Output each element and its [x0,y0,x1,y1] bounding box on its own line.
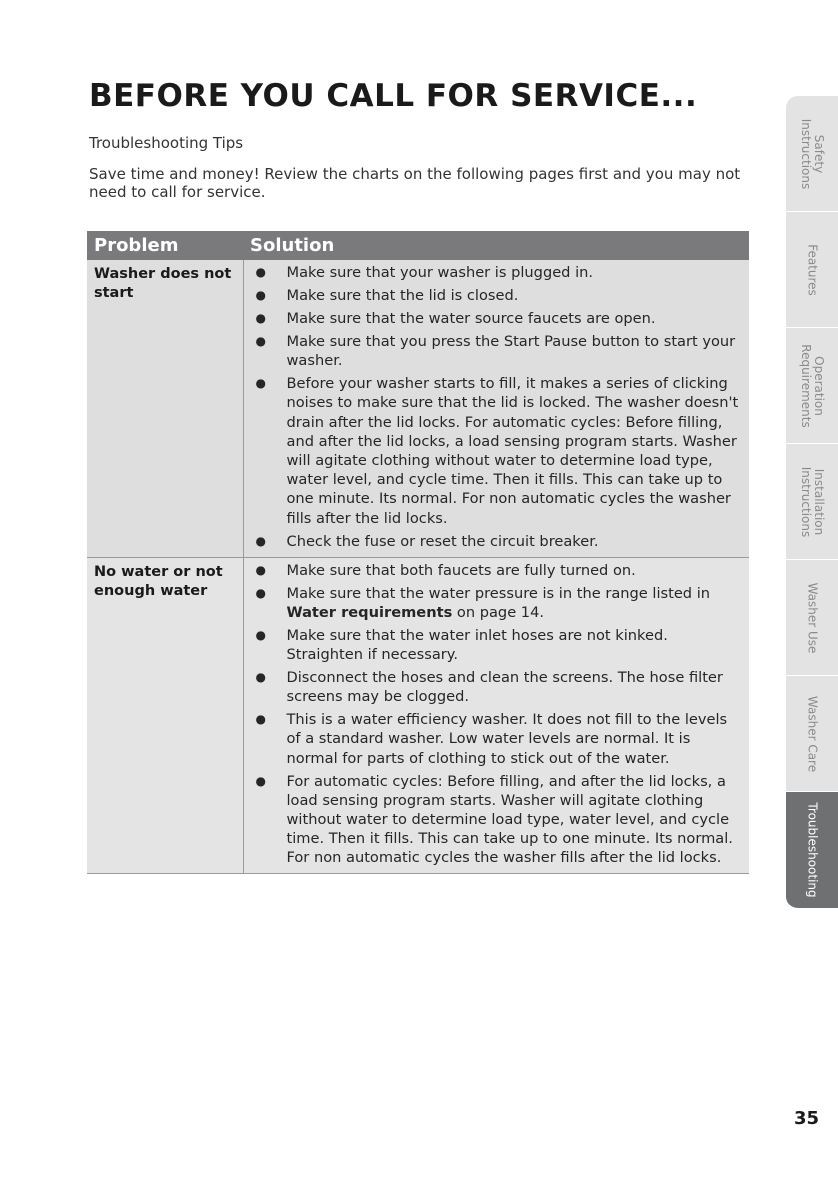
list-item [252,668,744,706]
solution-text: Make sure that you press the Start Pause button to start your washer. [286,333,736,370]
tab-operation-requirements[interactable] [786,328,838,444]
solution-text: For automatic cycles: Before filling, and after the lid locks, a load sensing program starts. Washer will agitate clothing without water to determine load type, water level, and cycle time. Then it fills. This can take up to one minute. Its normal. For non automatic cycles the washer fills after the lid locks. [286,772,733,867]
solution-text: Disconnect the hoses and clean the screens. The hose filter screens may be clogged. [286,669,723,706]
tab-installation-instructions[interactable] [786,444,838,560]
solution-cell [243,557,749,874]
tab-troubleshooting[interactable] [786,792,838,909]
bullet-icon: ● [255,670,266,685]
page-reference: on page 14. [452,603,545,621]
tab-washer-use[interactable] [786,560,838,676]
list-item [252,263,744,282]
water-requirements-reference: Water requirements [286,603,453,621]
bullet-icon: ● [255,311,266,325]
bullet-icon: ● [255,712,266,727]
list-item [252,710,744,768]
tab-label: Troubleshooting [805,802,820,898]
list-item [252,561,744,580]
bullet-icon: ● [255,533,266,548]
problem-cell: Washer does not start [87,260,243,557]
solution-text: Check the fuse or reset the circuit breaker. [286,532,599,550]
troubleshooting-table [87,231,749,874]
tab-label: Installation Instructions [799,466,826,537]
tab-label: Washer Care [805,695,820,772]
section-tabs [786,96,838,909]
table-row [87,260,749,557]
page-title: BEFORE YOU CALL FOR SERVICE... [89,78,698,114]
solution-text: Make sure that the water pressure is in the range listed in [286,584,711,602]
table-row [87,557,749,874]
solution-text: Make sure that the lid is closed. [286,287,519,304]
solution-column-header: Solution [243,231,749,260]
bullet-icon: ● [255,773,266,788]
list-item [252,309,744,328]
solution-text: Before your washer starts to fill, it makes a series of clicking noises to make sure that the lid is locked. The washer doesn't drain after the lid locks. For automatic cycles: Before filling, and after the lid locks, a load sensing program starts. Washer will agitate clothing without water to determine load type, water level, and cycle time. Then it fills. This can take up to one minute. Its normal. For non automatic cycles the washer fills after the lid locks. [286,375,739,527]
bullet-icon: ● [255,288,266,302]
tab-safety-instructions[interactable] [786,96,838,212]
tab-features[interactable] [786,212,838,328]
solution-text: Make sure that the water inlet hoses are not kinked. Straighten if necessary. [286,626,668,664]
tab-label: Safety Instructions [799,118,826,189]
bullet-icon: ● [255,334,266,348]
solution-text: Make sure that the water source faucets are open. [286,310,656,327]
bullet-icon: ● [255,585,266,600]
problem-cell: No water or not enough water [87,557,243,874]
solution-text: Make sure that your washer is plugged in. [286,264,594,281]
tab-washer-care[interactable] [786,676,838,792]
bullet-icon: ● [255,376,266,391]
tab-label: Features [805,243,820,296]
tab-label: Operation Requirements [799,343,826,428]
bullet-icon: ● [255,562,266,577]
solution-text: This is a water efficiency washer. It does not fill to the levels of a standard washer. Low water levels are normal. It is normal for parts of clothing to stick out of the water. [286,711,728,767]
page-number: 35 [794,1108,820,1129]
list-item [252,772,744,868]
bullet-icon: ● [255,265,266,279]
bullet-icon: ● [255,627,266,642]
list-item [252,626,744,664]
list-item [252,532,744,551]
tab-label: Washer Use [805,582,820,653]
list-item [252,584,744,622]
solution-cell [243,260,749,557]
intro-paragraph: Save time and money! Review the charts on the following pages first and you may not need to call for service. [89,165,741,201]
list-item [252,332,744,370]
solution-text: Make sure that both faucets are fully turned on. [286,561,636,579]
solution-list [252,263,744,551]
list-item [252,286,744,305]
solution-list [252,561,744,868]
section-subtitle: Troubleshooting Tips [89,134,244,152]
list-item [252,374,744,528]
problem-column-header: Problem [87,231,243,260]
